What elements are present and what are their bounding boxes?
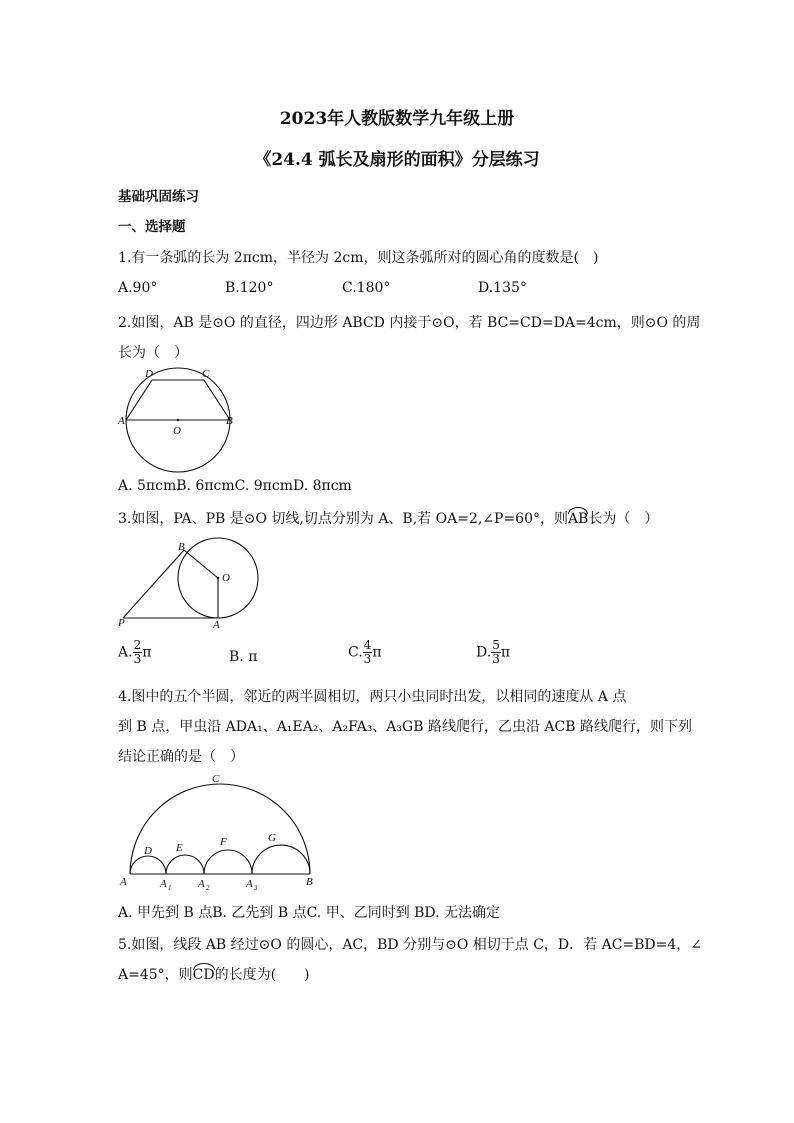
q4-figure [118, 770, 328, 892]
q4-label-a2-sub: 2 [206, 884, 210, 892]
q3-stem [118, 508, 658, 528]
q4-options: A. 甲先到 B 点B. 乙先到 B 点C. 甲、乙同时到 BD. 无法确定 [118, 905, 501, 921]
q4-label-a1-sub: 1 [168, 884, 172, 892]
q3-option-c: C. $\frac{4}{3}$ π [348, 638, 382, 666]
q2-label-a: A [118, 415, 125, 427]
q1-option-a: A.90° [118, 280, 158, 296]
q5-line2 [118, 964, 310, 984]
q4-label-a: A [120, 876, 127, 888]
q4-label-c: C [212, 773, 220, 785]
q4-label-b: B [306, 876, 313, 888]
q4-label-f: F [220, 836, 227, 848]
q3-option-d: D. $\frac{5}{3}$ π [476, 638, 511, 666]
q2-figure [118, 362, 248, 442]
q4-label-a3-sub: 3 [254, 884, 258, 892]
q3-option-b: B. π [229, 649, 258, 665]
section-choice: 一、选择题 [118, 219, 186, 235]
q4-label-a1: A [160, 878, 167, 890]
q3-label-a: A [213, 619, 220, 631]
q4-label-d: D [144, 845, 152, 857]
section-basic: 基础巩固练习 [118, 189, 199, 205]
q4-label-a2: A [198, 878, 205, 890]
q5-line1: 5.如图，线段 AB 经过⊙O 的圆心，AC，BD 分别与⊙O 相切于点 C，D．若 AC=BD=4，∠ [118, 937, 703, 953]
q4-label-e: E [176, 842, 183, 854]
q3-stem-before: 3.如图，PA、PB 是⊙O 切线,切点分别为 A、B,若 OA=2,∠P=60°，则 [118, 511, 568, 527]
q5-line2-before: A=45°，则 [118, 967, 193, 983]
q4-line2: 到 B 点，甲虫沿 ADA₁、A₁EA₂、A₂FA₃、A₃GB 路线爬行，乙虫沿 ACB 路线爬行，则下列 [118, 719, 692, 735]
page-subtitle: 《24.4 弧长及扇形的面积》分层练习 [254, 150, 540, 170]
q2-stem-line2: 长为（ ） [118, 345, 188, 361]
q2-stem-line1: 2.如图，AB 是⊙O 的直径，四边形 ABCD 内接于⊙O，若 BC=CD=DA=4cm，则⊙O 的周 [118, 315, 701, 331]
q4-line3: 结论正确的是（ ） [118, 749, 244, 765]
q1-option-b: B.120° [225, 280, 274, 296]
q3-label-b: B [178, 541, 185, 553]
q2-label-c: C [202, 368, 210, 380]
q2-label-o: O [173, 425, 181, 437]
q3-label-p: P [118, 617, 125, 629]
q1-option-c: C.180° [342, 280, 391, 296]
q4-line1: 4.图中的五个半圆，邻近的两半圆相切，两只小虫同时出发，以相同的速度从 A 点 [118, 689, 627, 705]
q2-options: A. 5πcmB. 6πcmC. 9πcmD. 8πcm [118, 478, 352, 494]
q4-label-g: G [268, 832, 276, 844]
q3-option-a: A. $\frac{2}{3}$ π [118, 638, 152, 666]
q3-label-o: O [222, 572, 230, 584]
q2-label-d: D [145, 368, 153, 380]
page-title: 2023年人教版数学九年级上册 [279, 109, 515, 129]
q5-arc-cd: CD [192, 967, 215, 983]
q1-stem: 1.有一条弧的长为 2πcm，半径为 2cm，则这条弧所对的圆心角的度数是( ) [118, 250, 599, 266]
q2-label-b: B [226, 415, 233, 427]
q1-option-d: D.135° [478, 280, 527, 296]
q3-figure [118, 538, 268, 630]
q5-line2-after: 的长度为( ) [214, 967, 310, 983]
q4-label-a3: A [246, 878, 253, 890]
q3-arc-ab: AB [568, 511, 589, 527]
q3-stem-after: 长为（ ） [588, 511, 659, 527]
